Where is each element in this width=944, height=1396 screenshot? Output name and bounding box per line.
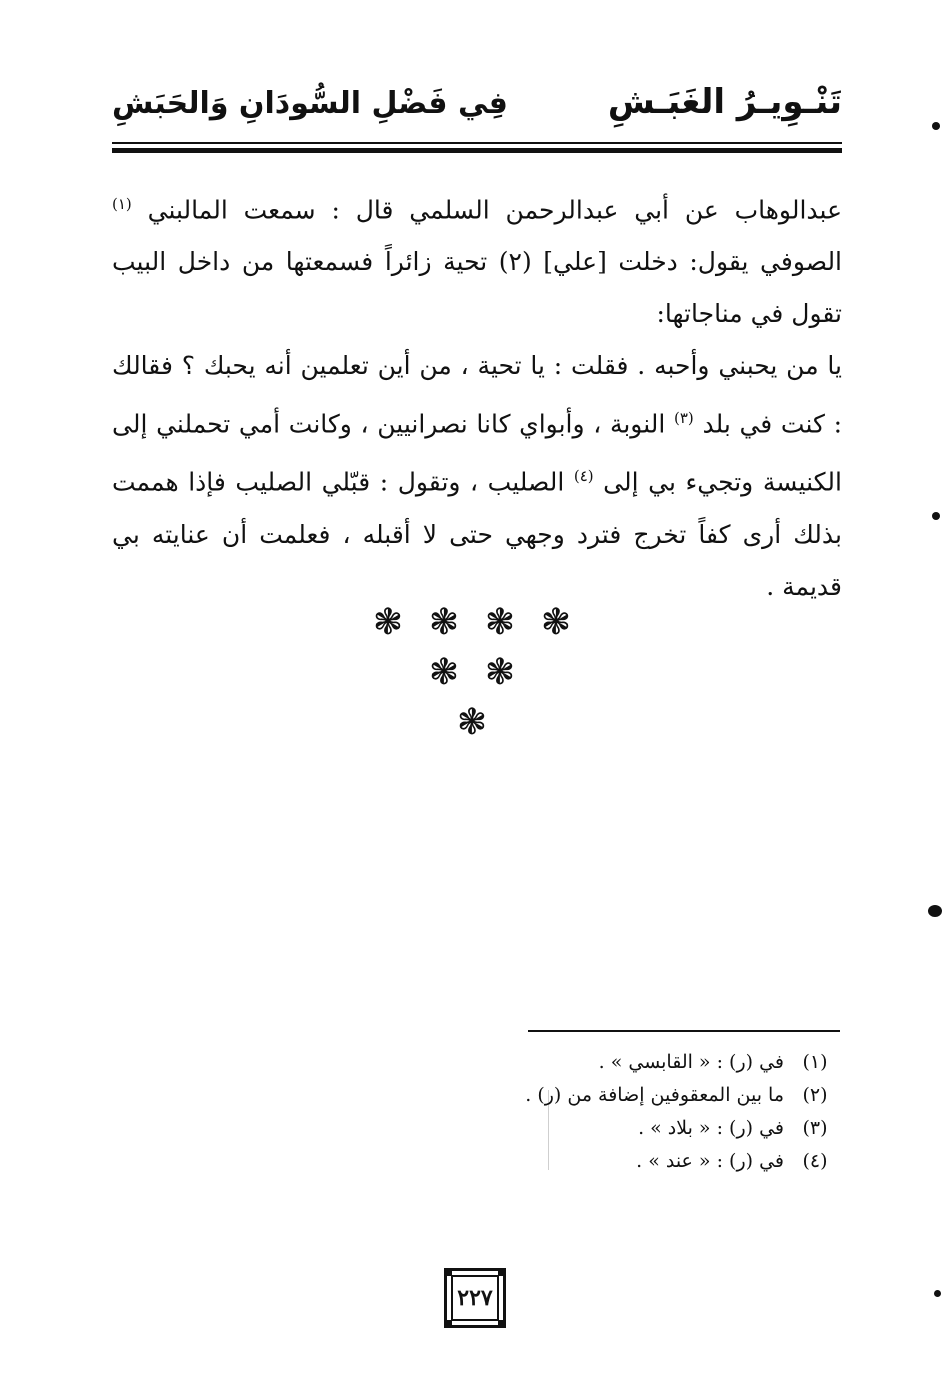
footnote-item	[420, 1145, 840, 1178]
paragraph-2-segment: يا من يحبني وأحبه . فقلت : يا تحية ، من أين تعلمين أنه يحبك ؟ فقالك : كنت في بلد	[112, 351, 842, 439]
paragraph-1-text	[112, 178, 842, 340]
scan-speck	[934, 1290, 941, 1297]
flower-ornament-icon: ❃	[484, 652, 516, 693]
frame-corner	[498, 1320, 506, 1328]
paragraph-2-segment: النوبة ، وأبواي كانا نصرانيين ، وكانت أمي تحملني إلى الكنيسة وتجيء بي إلى	[112, 409, 842, 497]
page-number: ٢٢٧	[451, 1275, 499, 1321]
footnote-separator	[528, 1030, 840, 1032]
paragraph-2-segment: الصليب ، وتقول : قبّلي الصليب فإذا هممت بذلك أرى كفاً تخرج فترد وجهي حتى لا أقبله ، فعلمت أن عنايته بي قديمة .	[112, 467, 842, 601]
ornament-divider	[0, 598, 944, 748]
page-number-frame	[444, 1268, 506, 1328]
footnote-ref-3: (٣)	[674, 409, 694, 427]
flower-ornament-icon: ❃	[484, 602, 516, 643]
header-rule-thin	[112, 142, 842, 144]
ornament-row-1	[0, 598, 944, 648]
ornament-row-2	[0, 648, 944, 698]
footnote-number: (٢)	[802, 1084, 828, 1106]
flower-ornament-icon: ❃	[372, 602, 404, 643]
footnote-item	[420, 1079, 840, 1112]
footnote-item	[420, 1112, 840, 1145]
paragraph-1-segment: الصوفي يقول: دخلت [علي] (٢) تحية زائراً فسمعتها من داخل البيب تقول في مناجاتها:	[112, 247, 843, 329]
footnote-number: (٣)	[802, 1117, 828, 1139]
paragraph-2-text	[112, 340, 842, 613]
running-header	[112, 78, 842, 138]
flower-ornament-icon: ❃	[428, 652, 460, 693]
frame-corner	[444, 1320, 452, 1328]
frame-corner	[498, 1268, 506, 1276]
flower-ornament-icon: ❃	[540, 602, 572, 643]
book-title: تَنْـوِيـرُ الغَبَـشِ	[607, 82, 842, 122]
footnote-number: (٤)	[802, 1150, 828, 1172]
footnote-item	[420, 1046, 840, 1079]
footnote-text: في (ر) : « عند » .	[636, 1150, 784, 1172]
footnote-ref-1: (١)	[112, 195, 132, 213]
scan-speck	[932, 122, 940, 130]
scan-speck	[932, 512, 940, 520]
paragraph-2	[112, 340, 842, 613]
paragraph-1	[112, 178, 842, 340]
footnote-ref-4: (٤)	[573, 467, 594, 486]
footnote-text: في (ر) : « بلاد » .	[638, 1117, 784, 1139]
footnotes	[420, 1046, 840, 1178]
flower-ornament-icon: ❃	[456, 702, 488, 743]
book-subtitle: فِي فَضْلِ السُّودَانِ وَالحَبَشِ	[112, 86, 508, 121]
flower-ornament-icon: ❃	[428, 602, 460, 643]
scan-speck	[928, 905, 942, 917]
footnote-text: في (ر) : « القابسي » .	[598, 1051, 784, 1073]
footnote-number: (١)	[802, 1051, 828, 1073]
paragraph-1-segment: عبدالوهاب عن أبي عبدالرحمن السلمي قال : سمعت المالبني	[131, 195, 842, 225]
footnote-text: ما بين المعقوفين إضافة من (ر) .	[525, 1084, 784, 1106]
header-double-rule	[112, 142, 842, 153]
ornament-row-3	[0, 698, 944, 748]
header-rule-thick	[112, 148, 842, 153]
